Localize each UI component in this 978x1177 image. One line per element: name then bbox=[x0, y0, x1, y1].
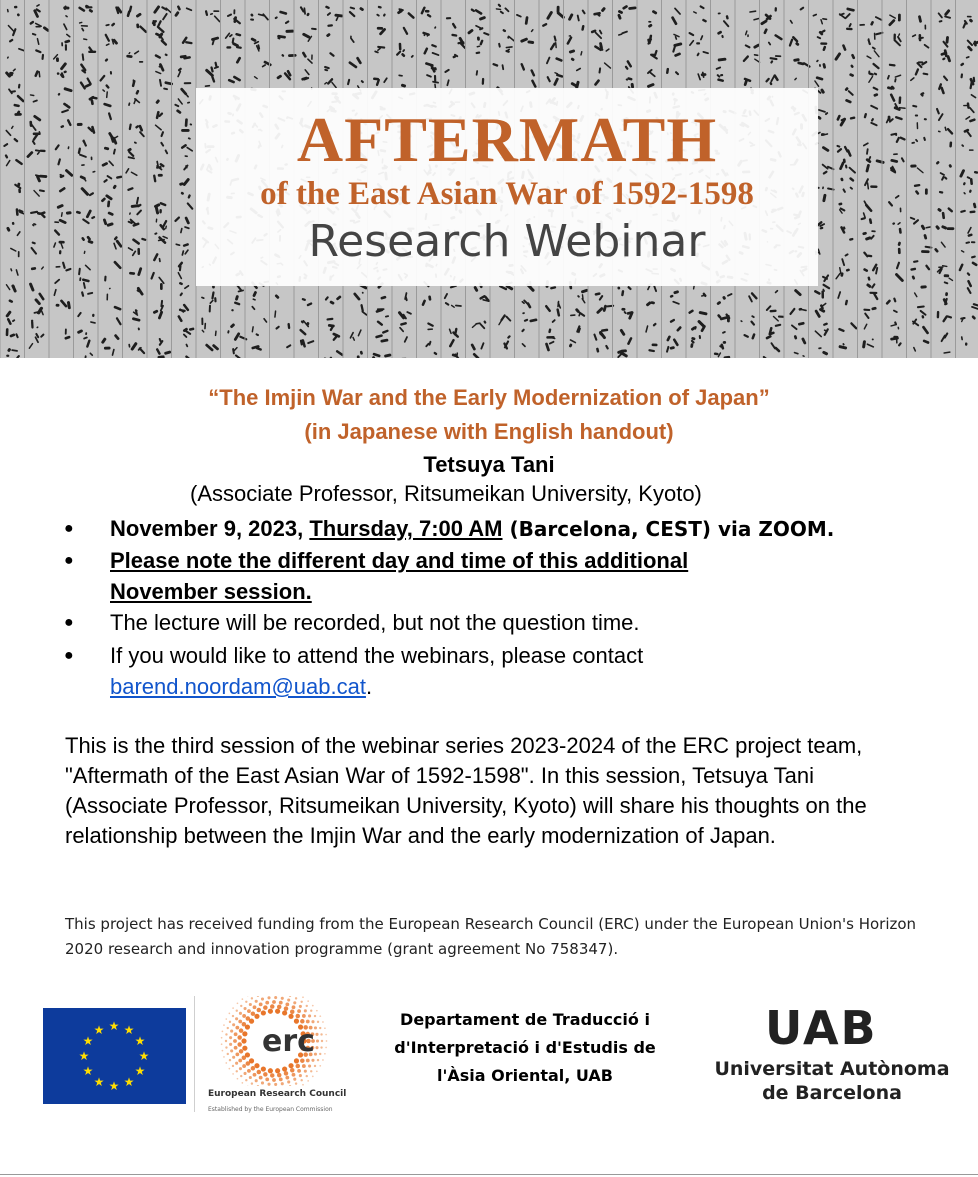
note-line2: November session. bbox=[110, 579, 312, 604]
eu-star-icon: ★ bbox=[123, 1023, 135, 1038]
dept-line2: d'Interpretació i d'Estudis de bbox=[394, 1038, 656, 1057]
page-bottom-rule bbox=[0, 1174, 978, 1175]
uab-name bbox=[712, 1057, 952, 1105]
uab-logo-icon bbox=[765, 1004, 897, 1055]
dept-line3: l'Àsia Oriental, UAB bbox=[436, 1066, 613, 1085]
contact-period: . bbox=[365, 674, 373, 699]
banner-webinar-label: Research Webinar bbox=[308, 216, 706, 267]
logo-divider bbox=[194, 996, 195, 1112]
eu-star-icon: ★ bbox=[93, 1074, 105, 1089]
description-paragraph: This is the third session of the webinar series 2023-2024 of the ERC project team, "Aftermath of the East Asian War of 1592-1598". In this session, Tetsuya Tani (Associate Professor, Ritsumeikan University, Kyoto) will share his thoughts on the relationship between the Imjin War and the early modernization of Japan. bbox=[65, 733, 867, 848]
session-day-time: Thursday, 7:00 AM bbox=[309, 516, 503, 541]
banner-title: AFTERMATH bbox=[296, 104, 718, 175]
recording-note: The lecture will be recorded, but not the question time. bbox=[110, 610, 640, 635]
erc-mark: erc bbox=[262, 1024, 315, 1059]
eu-flag-icon bbox=[43, 1008, 186, 1104]
erc-name: European Research Council bbox=[208, 1089, 347, 1099]
uab-line2: de Barcelona bbox=[762, 1082, 902, 1104]
funding-statement: This project has received funding from the European Research Council (ERC) under the European Union's Horizon 2020 research and innovation programme (grant agreement No 758347). bbox=[65, 915, 917, 958]
speaker-affiliation: (Associate Professor, Ritsumeikan University, Kyoto) bbox=[190, 481, 702, 506]
dept-line1: Departament de Traducció i bbox=[400, 1010, 650, 1029]
contact-text: If you would like to attend the webinars, please contact bbox=[110, 643, 644, 668]
eu-star-icon: ★ bbox=[134, 1034, 146, 1048]
eu-star-icon: ★ bbox=[93, 1023, 105, 1038]
session-date: November 9, 2023, bbox=[110, 516, 310, 541]
eu-star-icon: ★ bbox=[82, 1064, 94, 1078]
bullet-icon: ● bbox=[64, 552, 74, 569]
speaker-name: Tetsuya Tani bbox=[423, 452, 555, 477]
contact-email-link[interactable]: barend.noordam@uab.cat bbox=[110, 674, 366, 699]
eu-star-icon: ★ bbox=[134, 1064, 146, 1078]
svg-text:UAB: UAB bbox=[765, 1004, 878, 1050]
session-timezone: (Barcelona, CEST) via ZOOM. bbox=[502, 517, 835, 541]
bullet-icon: ● bbox=[64, 647, 74, 664]
eu-star-icon: ★ bbox=[78, 1049, 90, 1063]
header-banner bbox=[0, 0, 978, 358]
department-name bbox=[370, 1006, 680, 1090]
eu-star-icon: ★ bbox=[123, 1074, 135, 1089]
eu-star-icon: ★ bbox=[82, 1034, 94, 1048]
banner-subtitle: of the East Asian War of 1592-1598 bbox=[260, 176, 754, 212]
uab-line1: Universitat Autònoma bbox=[714, 1058, 950, 1080]
erc-established: Established by the European Commission bbox=[208, 1106, 333, 1113]
eu-star-icon: ★ bbox=[108, 1079, 120, 1093]
eu-star-icon: ★ bbox=[108, 1019, 120, 1033]
bullet-icon: ● bbox=[64, 520, 74, 537]
eu-star-icon: ★ bbox=[138, 1049, 150, 1063]
title-box bbox=[196, 88, 818, 286]
bullet-icon: ● bbox=[64, 614, 74, 631]
lecture-title-line1: “The Imjin War and the Early Modernization of Japan” bbox=[208, 385, 770, 410]
lecture-title-line2: (in Japanese with English handout) bbox=[304, 419, 674, 444]
note-line1: Please note the different day and time of this additional bbox=[110, 548, 689, 573]
